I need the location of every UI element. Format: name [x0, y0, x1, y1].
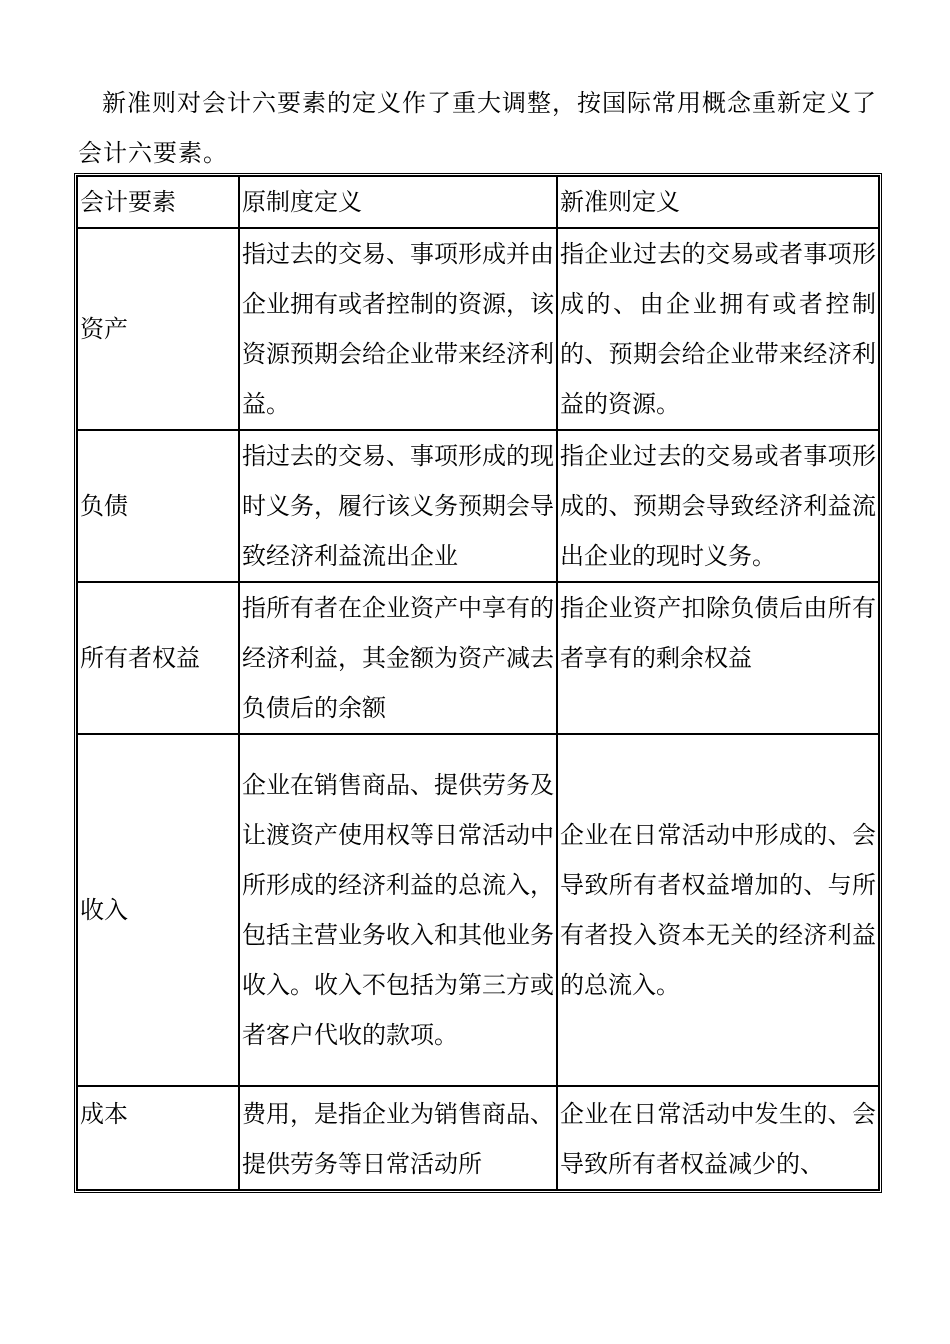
element-name: 资产: [77, 228, 239, 430]
element-name: 负债: [77, 430, 239, 582]
new-definition: 指企业过去的交易或者事项形成的、预期会导致经济利益流出企业的现时义务。: [557, 430, 879, 582]
element-name: 成本: [77, 1086, 239, 1190]
old-definition: 指过去的交易、事项形成并由企业拥有或者控制的资源，该资源预期会给企业带来经济利益。: [239, 228, 557, 430]
table-row: [77, 734, 879, 1086]
table-row: [77, 430, 879, 582]
new-definition: 指企业过去的交易或者事项形成的、由企业拥有或者控制的、预期会给企业带来经济利益的资源。: [557, 228, 879, 430]
old-definition: 费用，是指企业为销售商品、提供劳务等日常活动所: [239, 1086, 557, 1190]
accounting-elements-table: [74, 173, 882, 1193]
new-definition: 企业在日常活动中形成的、会导致所有者权益增加的、与所有者投入资本无关的经济利益的总流入。: [557, 734, 879, 1086]
element-name: 收入: [77, 734, 239, 1086]
old-definition: 指过去的交易、事项形成的现时义务，履行该义务预期会导致经济利益流出企业: [239, 430, 557, 582]
new-definition: 企业在日常活动中发生的、会导致所有者权益减少的、: [557, 1086, 879, 1190]
table-row: [77, 228, 879, 430]
old-definition: 企业在销售商品、提供劳务及让渡资产使用权等日常活动中所形成的经济利益的总流入，包括主营业务收入和其他业务收入。收入不包括为第三方或者客户代收的款项。: [239, 734, 557, 1086]
new-definition: 指企业资产扣除负债后由所有者享有的剩余权益: [557, 582, 879, 734]
table-header-row: [77, 176, 879, 228]
old-definition: 指所有者在企业资产中享有的经济利益，其金额为资产减去负债后的余额: [239, 582, 557, 734]
header-element: 会计要素: [77, 176, 239, 228]
intro-paragraph: 新准则对会计六要素的定义作了重大调整，按国际常用概念重新定义了会计六要素。: [78, 89, 877, 167]
element-name: 所有者权益: [77, 582, 239, 734]
header-old-definition: 原制度定义: [239, 176, 557, 228]
table-row: [77, 1086, 879, 1190]
table-row: [77, 582, 879, 734]
header-new-definition: 新准则定义: [557, 176, 879, 228]
